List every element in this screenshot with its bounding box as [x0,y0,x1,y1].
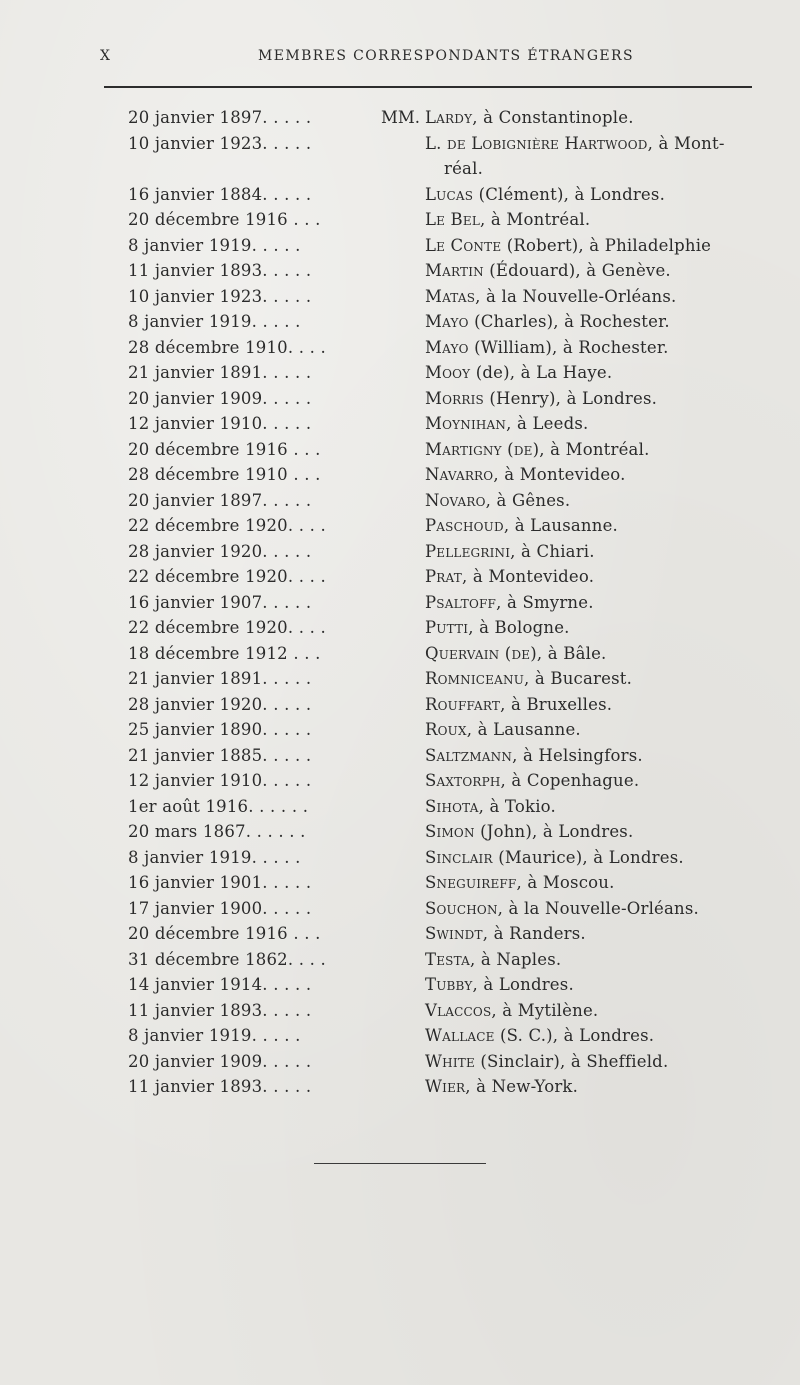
member-entry [0,848,800,873]
member-surname: Tubby [425,975,473,994]
election-date: 10 janvier 1923. . . . . [128,133,312,153]
member-name-location [425,312,670,331]
member-name-location [444,159,483,178]
member-surname: Vlaccos [425,1000,492,1020]
member-details: (S. C.), à Londres. [494,1026,655,1045]
member-details: , à Montevideo. [493,465,626,484]
election-date: 20 janvier 1897. . . . . [128,108,312,127]
member-surname: Mooy [425,363,471,382]
member-entry [0,108,800,133]
member-entry [0,822,800,847]
election-date: 31 décembre 1862. . . . [128,949,326,969]
member-entry [0,618,800,643]
member-surname: Saxtorph [425,771,501,790]
election-date: 22 décembre 1920. . . . [128,618,326,637]
member-name-location [425,261,671,280]
election-date: 20 janvier 1909. . . . . [128,1051,312,1071]
member-entry [0,210,800,235]
member-entry [0,899,800,924]
election-date: 20 janvier 1909. . . . . [128,388,312,408]
election-date: 16 janvier 1907. . . . . [128,592,312,612]
member-details: , à Copenhague. [500,771,640,790]
member-name-location [425,848,684,867]
member-entry [0,542,800,567]
member-name-location [425,363,612,382]
member-details: , à la Nouvelle-Orléans. [475,286,677,306]
member-details: , à Chiari. [510,541,595,561]
election-date: 20 décembre 1916 . . . [128,210,321,229]
member-details: (Clément), à Londres. [473,184,666,204]
election-date: 11 janvier 1893. . . . . [128,261,312,280]
member-name-location [425,924,586,943]
election-date: 16 janvier 1884. . . . . [128,184,312,204]
member-details: , à Lausanne. [466,720,581,739]
member-surname: Prat [425,567,462,586]
member-surname: Martigny (de) [425,439,540,459]
member-entry [0,975,800,1000]
member-details: , à Montevideo. [461,567,595,586]
member-surname: Wier [425,1077,466,1096]
member-name-location [425,1001,598,1020]
election-date: 12 janvier 1910. . . . . [128,771,312,790]
member-entry [0,363,800,388]
member-details: réal. [444,159,484,178]
member-entry [0,1026,800,1051]
member-surname: Novaro [425,490,486,510]
member-entry [0,236,800,261]
member-details: (Charles), à Rochester. [468,312,670,331]
election-date: 8 janvier 1919. . . . . [128,1026,301,1045]
member-entry [0,465,800,490]
end-rule [314,1163,486,1164]
member-details: , à Naples. [470,949,562,969]
election-date: 28 janvier 1920. . . . . [128,541,312,561]
member-details: , à Bâle. [536,643,607,663]
election-date: 22 décembre 1920. . . . [128,516,326,535]
member-entry [0,720,800,745]
election-date: 21 janvier 1891. . . . . [128,363,312,382]
member-details: (Robert), à Philadelphie [501,235,712,255]
member-surname: Wallace [425,1026,495,1045]
member-surname: Lucas [425,184,474,204]
member-name-location [425,236,711,255]
member-surname: Romniceanu [425,669,525,688]
member-name-location [425,950,561,969]
member-name-location [425,414,588,433]
member-entry [0,414,800,439]
member-details: , à Lausanne. [503,516,618,535]
member-entry [0,389,800,414]
member-entry [0,1001,800,1026]
member-name-location [425,771,639,790]
member-surname: Morris [425,388,484,408]
member-entry [0,746,800,771]
member-name-location [425,669,632,688]
member-entry [0,771,800,796]
member-entry [0,873,800,898]
member-name-location [425,210,590,229]
member-entry [0,669,800,694]
election-date: 17 janvier 1900. . . . . [128,898,312,918]
member-details: , à Mytilène. [491,1000,599,1020]
member-entry [0,440,800,465]
member-details: (William), à Rochester. [468,337,669,357]
member-entry [0,644,800,669]
member-name-location [425,1052,668,1071]
member-details: , à Tokio. [478,796,556,816]
member-details: , à Bologne. [468,618,570,637]
member-surname: Simon [425,822,475,841]
member-entry [0,1077,800,1102]
member-surname: Putti [425,618,469,637]
election-date: 8 janvier 1919. . . . . [128,312,301,331]
member-name-location [425,108,634,127]
member-name-location [425,746,643,765]
election-date: 14 janvier 1914. . . . . [128,975,312,994]
election-date: 21 janvier 1885. . . . . [128,745,312,765]
member-entry [0,312,800,337]
member-details: (Édouard), à Genève. [483,261,671,280]
member-name-location [425,440,650,459]
election-date: 20 janvier 1897. . . . . [128,490,312,510]
election-date: 28 décembre 1910. . . . [128,337,326,357]
member-name-location [425,593,594,612]
member-details: (John), à Londres. [474,822,634,841]
member-entry [0,261,800,286]
member-name-location [425,491,570,510]
election-date: 1er août 1916. . . . . . [128,796,309,816]
election-date: 22 décembre 1920. . . . [128,567,326,586]
member-surname: Quervain (de) [425,643,537,663]
election-date: 11 janvier 1893. . . . . [128,1077,312,1096]
member-entry [0,491,800,516]
member-surname: Saltzmann [425,745,513,765]
member-name-location [425,975,574,994]
election-date: 16 janvier 1901. . . . . [128,873,312,892]
member-details: , à Montréal. [480,210,591,229]
member-details: (Henry), à Londres. [483,388,658,408]
member-details: , à Leeds. [506,414,589,433]
member-details: , à Moscou. [516,873,615,892]
member-surname: Roux [425,720,467,739]
member-entry [0,695,800,720]
member-surname: L. de Lobignière Hartwood [425,133,648,153]
member-entry [0,567,800,592]
header-rule [104,86,752,88]
member-name-location [425,465,626,484]
member-details: , à Montréal. [539,439,650,459]
member-surname: Testa [425,949,470,969]
member-surname: Rouffart [425,694,501,714]
member-name-location [425,720,581,739]
member-name-location [425,695,612,714]
member-name-location [425,644,607,663]
member-name-location [425,822,633,841]
member-surname: Le Bel [425,210,481,229]
member-name-location [425,185,665,204]
member-surname: Navarro [425,465,494,484]
election-date: 28 décembre 1910 . . . [128,465,321,484]
election-date: 20 mars 1867. . . . . . [128,822,306,841]
member-details: , à Bucarest. [524,669,633,688]
election-date: 10 janvier 1923. . . . . [128,286,312,306]
election-date: 12 janvier 1910. . . . . [128,414,312,433]
member-details: (Maurice), à Londres. [492,847,684,867]
member-details: , à Gênes. [485,490,571,510]
member-surname: Sihota [425,796,479,816]
member-surname: Sinclair [425,847,493,867]
member-name-location [425,134,725,153]
member-name-location [425,338,669,357]
member-entry [0,338,800,363]
election-date: 25 janvier 1890. . . . . [128,720,312,739]
member-surname: Matas [425,286,476,306]
member-entry [0,593,800,618]
member-name-location [425,389,657,408]
member-entry [0,797,800,822]
member-details: , à Smyrne. [496,592,594,612]
running-title: MEMBRES CORRESPONDANTS ÉTRANGERS [258,48,634,64]
member-details: , à Randers. [482,924,586,943]
member-entry [0,287,800,312]
member-name-location [425,287,676,306]
election-date: 21 janvier 1891. . . . . [128,669,312,688]
member-name-location [425,567,594,586]
member-details: , à New-York. [465,1077,579,1096]
member-surname: Paschoud [425,516,504,535]
member-surname: Swindt [425,924,483,943]
member-name-location [425,899,699,918]
election-date: 11 janvier 1893. . . . . [128,1000,312,1020]
member-entry [0,1052,800,1077]
member-name-location [425,873,615,892]
member-surname: Psaltoff [425,592,497,612]
page-number: X [100,48,111,64]
member-name-location [425,797,556,816]
member-surname: Martin [425,261,484,280]
member-name-location [425,542,595,561]
member-entry [0,185,800,210]
member-surname: Moynihan [425,414,507,433]
member-name-location [425,516,618,535]
member-surname: White [425,1051,475,1071]
member-surname: Mayo [425,312,469,331]
election-date: 20 décembre 1916 . . . [128,924,321,943]
member-surname: Souchon [425,898,498,918]
member-details: , à Bruxelles. [500,694,613,714]
member-entry [0,950,800,975]
member-details: , à Londres. [472,975,574,994]
page-header [0,48,800,68]
election-date: 8 janvier 1919. . . . . [128,847,301,867]
member-name-location [425,1077,578,1096]
member-details: , à Helsingfors. [512,745,643,765]
member-surname: Sneguireff [425,873,517,892]
election-date: 28 janvier 1920. . . . . [128,694,312,714]
election-date: 8 janvier 1919. . . . . [128,235,301,255]
member-entry [0,516,800,541]
honorific-prefix: MM. [381,108,421,127]
member-name-location [425,618,570,637]
member-surname: Le Conte [425,235,502,255]
member-surname: Pellegrini [425,541,511,561]
member-details: (de), à La Haye. [470,363,613,382]
member-entry [0,924,800,949]
member-entry [0,159,800,184]
election-date: 18 décembre 1912 . . . [128,643,321,663]
election-date: 20 décembre 1916 . . . [128,439,321,459]
member-surname: Lardy [425,108,473,127]
member-details: , à Constantinople. [472,108,634,127]
member-name-location [425,1026,654,1045]
member-details: , à la Nouvelle-Orléans. [497,898,699,918]
member-details: , à Mont- [647,133,725,153]
member-entry [0,134,800,159]
member-details: (Sinclair), à Sheffield. [474,1051,669,1071]
member-surname: Mayo [425,337,469,357]
